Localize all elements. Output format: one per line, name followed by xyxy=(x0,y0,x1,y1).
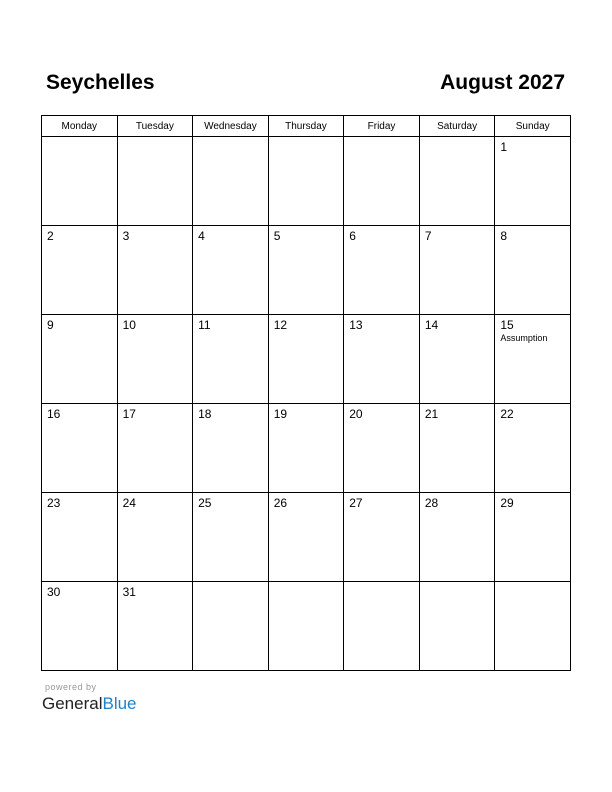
day-number: 22 xyxy=(500,407,514,421)
week-row xyxy=(42,137,571,226)
weekday-header: Tuesday xyxy=(117,116,193,137)
weekday-header: Monday xyxy=(42,116,118,137)
day-number: 12 xyxy=(273,318,288,332)
day-cell xyxy=(42,315,118,404)
day-cell xyxy=(268,493,344,582)
week-row xyxy=(42,493,571,582)
day-number: 20 xyxy=(349,407,363,421)
day-cell xyxy=(42,226,118,315)
day-number: 14 xyxy=(424,318,439,332)
country-title: Seychelles xyxy=(46,71,155,94)
week-row xyxy=(42,315,571,404)
weekday-header: Friday xyxy=(344,116,420,137)
powered-by-label: powered by xyxy=(45,682,97,692)
week-row xyxy=(42,404,571,493)
weekday-header: Thursday xyxy=(268,116,344,137)
day-cell xyxy=(117,582,193,671)
day-number: 18 xyxy=(198,407,212,421)
day-cell xyxy=(419,226,495,315)
weekday-header: Saturday xyxy=(419,116,495,137)
brand-general-text: General xyxy=(42,694,103,713)
day-number: 2 xyxy=(47,229,54,243)
day-number: 30 xyxy=(47,585,61,599)
brand-blue-text: Blue xyxy=(102,694,137,713)
day-cell xyxy=(193,137,269,226)
day-cell xyxy=(495,404,571,493)
day-cell xyxy=(193,226,269,315)
day-cell xyxy=(495,137,571,226)
day-cell xyxy=(268,404,344,493)
day-cell xyxy=(344,493,420,582)
day-cell xyxy=(268,226,344,315)
weekday-header-row xyxy=(42,116,571,137)
day-number: 1 xyxy=(500,140,508,154)
day-cell xyxy=(42,493,118,582)
month-year-title: August 2027 xyxy=(440,71,565,94)
day-number: 3 xyxy=(122,229,130,243)
weekday-header: Sunday xyxy=(495,116,571,137)
day-number: 26 xyxy=(273,496,288,510)
day-number: 24 xyxy=(122,496,136,510)
day-number: 11 xyxy=(198,318,211,332)
day-cell xyxy=(117,226,193,315)
day-cell xyxy=(268,315,344,404)
day-cell xyxy=(193,315,269,404)
day-cell xyxy=(495,226,571,315)
day-cell xyxy=(419,137,495,226)
day-cell xyxy=(419,582,495,671)
day-cell xyxy=(42,137,118,226)
day-cell xyxy=(495,315,571,404)
day-cell xyxy=(419,404,495,493)
day-cell xyxy=(344,404,420,493)
day-cell xyxy=(117,315,193,404)
day-number: 6 xyxy=(349,229,356,243)
day-cell xyxy=(495,582,571,671)
day-cell xyxy=(419,493,495,582)
day-number: 29 xyxy=(500,496,514,510)
day-cell xyxy=(42,582,118,671)
day-cell xyxy=(193,493,269,582)
day-cell xyxy=(495,493,571,582)
day-cell xyxy=(117,137,193,226)
day-number: 31 xyxy=(122,585,136,599)
day-number: 5 xyxy=(273,229,281,243)
day-cell xyxy=(419,315,495,404)
week-row xyxy=(42,582,571,671)
week-row xyxy=(42,226,571,315)
day-number: 8 xyxy=(500,229,508,243)
day-cell xyxy=(344,582,420,671)
day-cell xyxy=(344,315,420,404)
generalblue-logo[interactable] xyxy=(42,694,137,714)
day-cell xyxy=(42,404,118,493)
day-cell xyxy=(268,137,344,226)
day-number: 19 xyxy=(273,407,288,421)
day-number: 15 xyxy=(500,318,514,332)
day-number: 4 xyxy=(198,229,205,243)
day-number: 16 xyxy=(47,407,61,421)
day-cell xyxy=(344,137,420,226)
day-number: 25 xyxy=(198,496,212,510)
day-number: 21 xyxy=(424,407,439,421)
day-cell xyxy=(344,226,420,315)
day-cell xyxy=(117,404,193,493)
day-cell xyxy=(268,582,344,671)
day-number: 7 xyxy=(424,229,432,243)
day-number: 9 xyxy=(47,318,54,332)
day-number: 13 xyxy=(349,318,363,332)
day-number: 17 xyxy=(122,407,136,421)
weekday-header: Wednesday xyxy=(193,116,269,137)
day-cell xyxy=(193,582,269,671)
day-cell xyxy=(193,404,269,493)
day-cell xyxy=(117,493,193,582)
calendar-grid xyxy=(41,115,571,671)
day-number: 10 xyxy=(122,318,136,332)
day-number: 28 xyxy=(424,496,439,510)
day-number: 27 xyxy=(349,496,363,510)
day-number: 23 xyxy=(47,496,61,510)
holiday-label: Assumption xyxy=(500,333,548,343)
